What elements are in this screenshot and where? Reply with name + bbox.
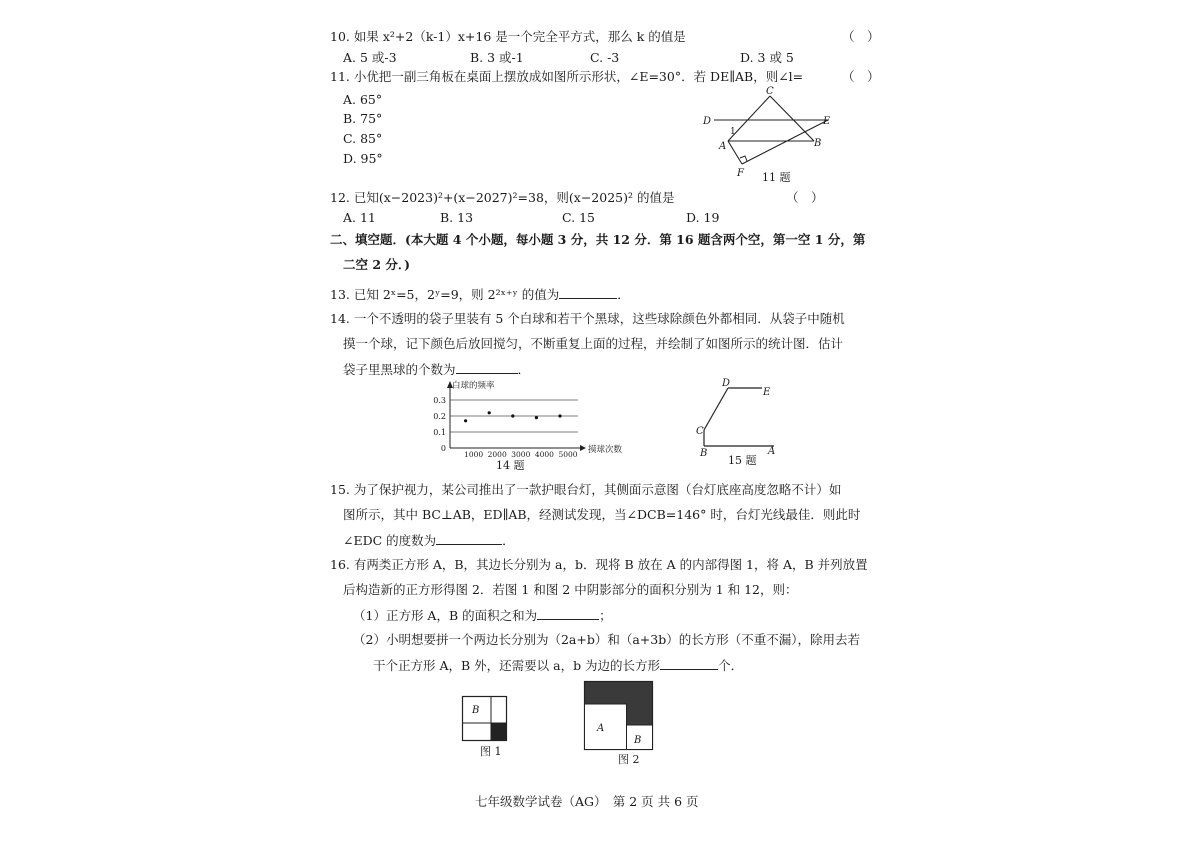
q16-line2: 后构造新的正方形得图 2．若图 1 和图 2 中阴影部分的面积分别为 1 和 12，则：	[343, 582, 798, 597]
chart-data-point	[488, 411, 491, 414]
q15-figure	[690, 378, 790, 458]
q12-stem: 12. 已知(x−2023)²+(x−2027)²=38，则(x−2025)² 的值是	[330, 190, 675, 205]
q14-line1: 14. 一个不透明的袋子里装有 5 个白球和若干个黑球，这些球除颜色外都相同．从袋子中随机	[330, 311, 845, 326]
q16-sub1-end: ；	[599, 608, 612, 623]
chart-y-tick-label: 0.2	[433, 412, 446, 421]
q10-option-c: C. -3	[590, 50, 620, 65]
chart-x-tick-label: 1000	[464, 450, 484, 459]
q14-frequency-chart	[420, 380, 623, 470]
q12-paren: （ ）	[786, 190, 824, 205]
fig15-label-e: E	[763, 387, 771, 398]
q12-option-d: D. 19	[686, 210, 720, 225]
chart-y-tick-label: 0.3	[433, 396, 446, 405]
fig11-label-c: C	[766, 86, 774, 97]
q15-end: ．	[502, 533, 515, 548]
q11-stem: 11. 小优把一副三角板在桌面上摆放成如图所示形状，∠E=30°．若 DE∥AB，则∠l=	[330, 69, 804, 84]
q10-stem: 10. 如果 x²+2（k-1）x+16 是一个完全平方式，那么 k 的值是	[330, 29, 686, 44]
q11-option-d: D. 95°	[343, 151, 383, 166]
q10-option-d: D. 3 或 5	[740, 50, 794, 65]
chart-data-point	[511, 414, 514, 417]
fig11-label-d: D	[703, 116, 712, 127]
fig11-label-e: E	[823, 116, 831, 127]
fig15-label-c: C	[696, 426, 704, 437]
chart-x-tick-label: 2000	[487, 450, 507, 459]
q14-fig-caption: 14 题	[496, 459, 525, 472]
fig11-label-a: A	[719, 141, 727, 152]
q14-line3	[343, 361, 530, 378]
q10-option-a: A. 5 或-3	[343, 50, 397, 65]
q16-sub1-text: （1）正方形 A，B 的面积之和为	[353, 608, 538, 623]
q11-figure	[700, 88, 840, 183]
q11-option-c: C. 85°	[343, 131, 383, 146]
fig15-label-a: A	[768, 446, 776, 457]
q15-fig-caption: 15 题	[728, 454, 757, 467]
q13	[330, 286, 630, 303]
q15-line3-text: ∠EDC 的度数为	[343, 533, 437, 548]
q15-answer-blank[interactable]	[436, 532, 502, 545]
page-footer: 七年级数学试卷（AG） 第 2 页 共 6 页	[475, 794, 699, 809]
q15-line3	[343, 532, 515, 549]
fig15-label-d: D	[722, 378, 731, 389]
q14-line2: 摸一个球，记下颜色后放回搅匀，不断重复上面的过程，并绘制了如图所示的统计图．估计	[343, 336, 844, 351]
chart-data-point	[558, 414, 561, 417]
q16-sub2-text: 干个正方形 A，B 外，还需要以 a，b 为边的长方形	[373, 658, 661, 673]
q13-end: ．	[617, 287, 630, 302]
chart-x-tick-label: 3000	[511, 450, 531, 459]
q14-line3-text: 袋子里黑球的个数为	[343, 362, 456, 377]
fig2-label-a: A	[597, 723, 605, 734]
q13-answer-blank[interactable]	[559, 286, 617, 299]
q16-fig1-caption: 图 1	[480, 745, 502, 758]
q11-option-b: B. 75°	[343, 111, 383, 126]
q16-fig2-caption: 图 2	[618, 753, 640, 766]
q13-text: 13. 已知 2ˣ=5，2ʸ=9，则 2²ˣ⁺ʸ 的值为	[330, 287, 560, 302]
chart-x-axis-arrow	[580, 445, 586, 451]
q16-sub2-answer-blank[interactable]	[660, 657, 718, 670]
fig15-label-b: B	[700, 448, 708, 459]
chart-data-point	[464, 419, 467, 422]
q14-answer-blank[interactable]	[456, 361, 518, 374]
fig11-label-f: F	[737, 168, 744, 179]
q12-option-a: A. 11	[343, 210, 376, 225]
q16-sub1	[353, 607, 612, 624]
chart-y-tick-label: 0	[440, 444, 446, 453]
fig11-label-angle1: 1	[730, 127, 736, 137]
chart-x-tick-label: 5000	[558, 450, 578, 459]
q16-figure2	[584, 681, 654, 751]
chart-x-tick-label: 4000	[534, 450, 554, 459]
fig1-label-b: B	[472, 705, 480, 716]
q11-fig-caption: 11 题	[762, 171, 791, 184]
q16-line1: 16. 有两类正方形 A，B，其边长分别为 a，b．现将 B 放在 A 的内部得图 1，将 A，B 并列放置	[330, 557, 868, 572]
q15-line2: 图所示，其中 BC⊥AB，ED∥AB，经测试发现，当∠DCB=146° 时，台灯光线最佳．则此时	[343, 507, 861, 522]
q16-sub1-answer-blank[interactable]	[537, 607, 599, 620]
q16-figure1	[462, 696, 508, 742]
q16-sub2-line1: （2）小明想要拼一个两边长分别为（2a+b）和（a+3b）的长方形（不重不漏），除用去若	[353, 632, 860, 647]
fig11-label-b: B	[814, 138, 822, 149]
section2-heading: 二、填空题．(本大题 4 个小题，每小题 3 分，共 12 分．第 16 题含两个空，第一空 1 分，第	[330, 232, 866, 247]
chart-x-axis-label: 摸球次数	[588, 445, 623, 455]
q10-paren: （ ）	[842, 29, 880, 44]
q16-sub2-end: 个．	[718, 658, 744, 673]
q11-option-a: A. 65°	[343, 92, 383, 107]
q10-option-b: B. 3 或-1	[470, 50, 524, 65]
q15-line1: 15. 为了保护视力，某公司推出了一款护眼台灯，其侧面示意图（台灯底座高度忽略不计）如	[330, 482, 842, 497]
fig2-label-b: B	[634, 735, 642, 746]
q16-sub2-line2	[373, 657, 743, 674]
q14-end: ．	[517, 362, 531, 377]
q12-option-b: B. 13	[440, 210, 474, 225]
chart-data-point	[535, 416, 538, 419]
q12-option-c: C. 15	[562, 210, 595, 225]
chart-y-axis-label: 白球的频率	[452, 381, 495, 391]
chart-y-tick-label: 0.1	[433, 428, 446, 437]
section2-heading-cont: 二空 2 分．)	[343, 257, 411, 272]
q11-paren: （ ）	[842, 69, 880, 84]
